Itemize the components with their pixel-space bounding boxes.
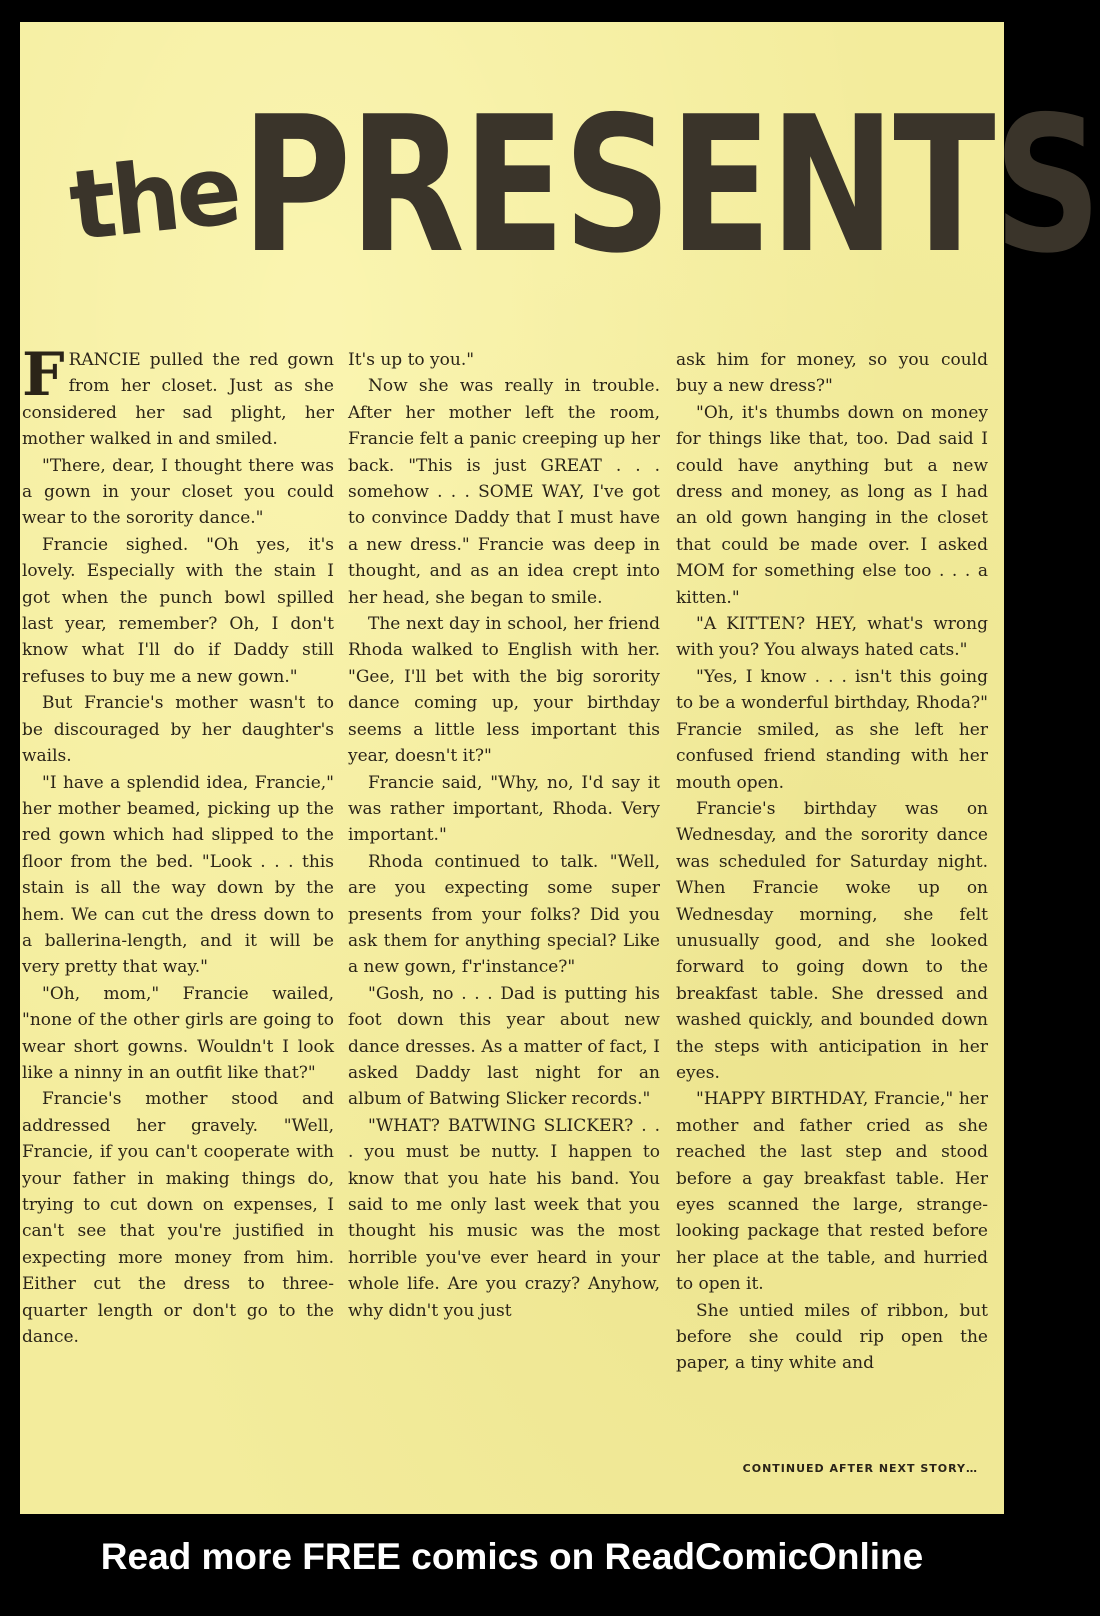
paragraph: The next day in school, her friend Rhoda walked to English with her. "Gee, I'll bet with the big sorority dance coming up, your birthday seems a little less important this year, doesn't it?" bbox=[348, 614, 660, 767]
paragraph: "Gosh, no . . . Dad is putting his foot down this year about new dance dresses. As a matter of fact, I asked Daddy last night for an album of Batwing Slicker records." bbox=[348, 983, 660, 1110]
paragraph: "Oh, mom," Francie wailed, "none of the other girls are going to wear short gowns. Wouldn't I look like a ninny in an outfit like that?" bbox=[22, 983, 334, 1083]
promo-banner[interactable] bbox=[0, 1514, 1024, 1616]
story-title-presents: PRESENTS bbox=[241, 77, 1100, 295]
drop-cap: F bbox=[22, 340, 65, 410]
promo-banner-text: Read more FREE comics on ReadComicOnline bbox=[100, 1536, 924, 1577]
text-column-1 bbox=[22, 340, 334, 1457]
continued-note bbox=[743, 1462, 978, 1475]
paragraph: Francie's birthday was on Wednesday, and the sorority dance was scheduled for Saturday night. When Francie woke up on Wednesday morning, she felt unusually good, and she looked forward to going down to the breakfast table. She dressed and washed quickly, and bounded down the steps with anticipation in her eyes. bbox=[676, 798, 988, 1083]
story-title-the: the bbox=[64, 133, 243, 263]
text-column-2 bbox=[348, 347, 660, 1457]
paragraph: "HAPPY BIRTHDAY, Francie," her mother and father cried as she reached the last step and stood before a gay breakfast table. Her eyes scanned the large, strange-looking package that rested before her place at the table, and hurried to open it. bbox=[676, 1089, 988, 1295]
continued-label: CONTINUED AFTER NEXT STORY bbox=[742, 1462, 966, 1475]
paragraph: "Oh, it's thumbs down on money for things like that, too. Dad said I could have anything but a new dress and money, as long as I had an old gown hanging in the closet that could be made over. I asked MOM for something else too . . . a kitten." bbox=[676, 402, 988, 608]
story-title bbox=[64, 77, 1100, 295]
paragraph: "There, dear, I thought there was a gown in your closet you could wear to the sorority dance." bbox=[22, 455, 334, 529]
paragraph: It's up to you." bbox=[348, 350, 475, 370]
paragraph: But Francie's mother wasn't to be discouraged by her daughter's wails. bbox=[22, 693, 334, 767]
paragraph: "A KITTEN? HEY, what's wrong with you? You always hated cats." bbox=[676, 614, 988, 661]
paragraph: "WHAT? BATWING SLICKER? . . . you must be nutty. I happen to know that you hate his band. You said to me only last week that you thought his music was the most horrible you've ever heard in your whole life. Are you crazy? Anyhow, why didn't you just bbox=[348, 1115, 660, 1321]
paragraph: Now she was really in trouble. After her mother left the room, Francie felt a panic creeping up her back. "This is just GREAT . . . somehow . . . SOME WAY, I've got to convince Daddy that I must have a new dress." Francie was deep in thought, and as an idea crept into her head, she began to smile. bbox=[348, 376, 660, 608]
text-column-3 bbox=[676, 347, 988, 1457]
story-columns bbox=[22, 340, 1002, 1457]
paragraph: Francie sighed. "Oh yes, it's lovely. Especially with the stain I got when the punch bowl spilled last year, remember? Oh, I don't know what I'll do if Daddy still refuses to buy me a new gown." bbox=[22, 534, 334, 687]
paragraph: RANCIE pulled the red gown from her closet. Just as she considered her sad plight, her mother walked in and smiled. bbox=[22, 350, 334, 450]
paragraph: "Yes, I know . . . isn't this going to be a wonderful birthday, Rhoda?" Francie smiled, as she left her confused friend standing with her mouth open. bbox=[676, 666, 988, 793]
continued-dash: … bbox=[966, 1462, 978, 1475]
paragraph: Francie's mother stood and addressed her gravely. "Well, Francie, if you can't cooperate with your father in making things do, trying to cut down on expenses, I can't see that you're justified in expecting more money from him. Either cut the dress to three-quarter length or don't go to the dance. bbox=[22, 1089, 334, 1348]
paragraph: "I have a splendid idea, Francie," her mother beamed, picking up the red gown which had slipped to the floor from the bed. "Look . . . this stain is all the way down by the hem. We can cut the dress down to a ballerina-length, and it will be very pretty that way." bbox=[22, 772, 334, 978]
paragraph: She untied miles of ribbon, but before she could rip open the paper, a tiny white and bbox=[676, 1300, 988, 1374]
paragraph: Francie said, "Why, no, I'd say it was rather important, Rhoda. Very important." bbox=[348, 772, 660, 846]
paragraph: ask him for money, so you could buy a new dress?" bbox=[676, 350, 988, 397]
comic-text-page bbox=[20, 22, 1100, 1514]
paragraph: Rhoda continued to talk. "Well, are you expecting some super presents from your folks? Did you ask them for anything special? Like a new gown, f'r'instance?" bbox=[348, 851, 660, 978]
